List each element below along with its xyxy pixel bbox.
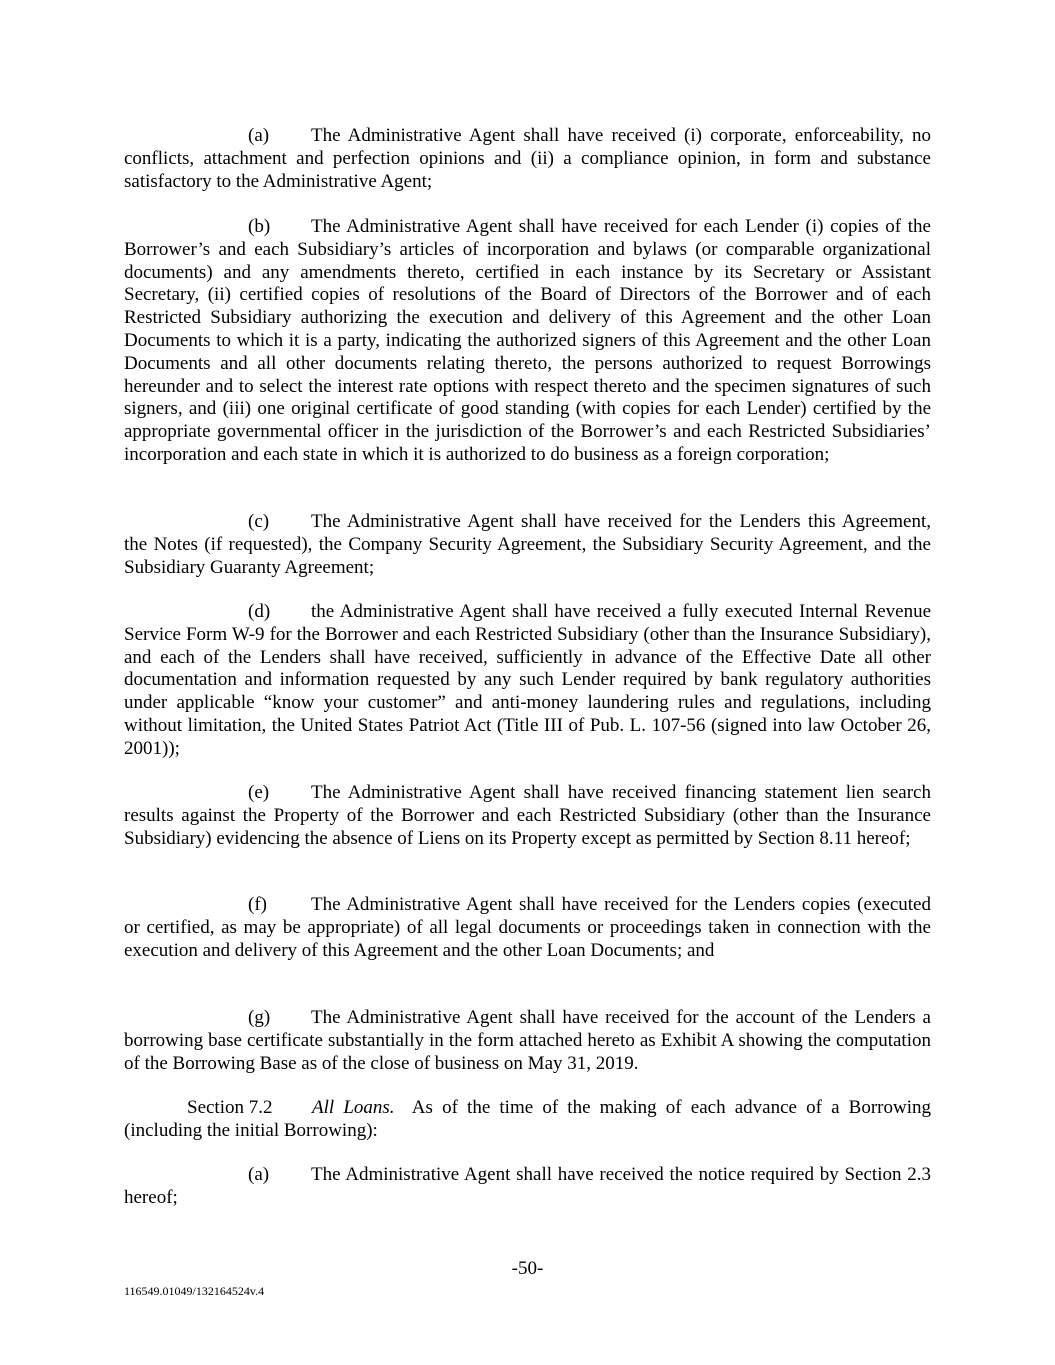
paragraph-text: The Administrative Agent shall have received financing statement lien search results against the Property of the Borrower and each Restricted Subsidiary (other than the Insurance Subsidiary) evidencing the absence of Liens on its Property except as permitted by Section 8.11 hereof; xyxy=(124,782,931,849)
paragraph-text: the Administrative Agent shall have received a fully executed Internal Revenue Service Form W-9 for the Borrower and each Restricted Subsidiary (other than the Insurance Subsidiary), and each of the Lenders shall have received, sufficiently in advance of the Effective Date all other documentation and information requested by any such Lender required by bank regulatory authorities under applicable “know your customer” and anti-money laundering rules and regulations, including without limitation, the United States Patriot Act (Title III of Pub. L. 107-56 (signed into law October 26, 2001)); xyxy=(124,601,931,759)
section-label: Section 7.2 xyxy=(187,1097,273,1118)
page-number: -50- xyxy=(511,1258,544,1279)
paragraph-text: The Administrative Agent shall have received for each Lender (i) copies of the Borrower’s and each Subsidiary’s articles of incorporation and bylaws (or comparable organizational documents) and any amendments thereto, certified in each instance by its Secretary or Assistant Secretary, (ii) certified copies of resolutions of the Board of Directors of the Borrower and of each Restricted Subsidiary authorizing the execution and delivery of this Agreement and the other Loan Documents to which it is a party, indicating the authorized signers of this Agreement and the other Loan Documents and all other documents relating thereto, the persons authorized to request Borrowings hereunder and to select the interest rate options with respect thereto and the specimen signatures of such signers, and (iii) one original certificate of good standing (with copies for each Lender) certified by the appropriate governmental officer in the jurisdiction of the Borrower’s and each Restricted Subsidiaries’ incorporation and each state in which it is authorized to do business as a foreign corporation; xyxy=(124,216,931,465)
paragraph-f-legal-documents xyxy=(124,894,931,962)
paragraph-label: (g) xyxy=(248,1007,271,1028)
paragraph-d-form-w9 xyxy=(124,601,931,761)
paragraph-text: The Administrative Agent shall have received for the Lenders copies (executed or certified, as may be appropriate) of all legal documents or proceedings taken in connection with the execution and delivery of this Agreement and the other Loan Documents; and xyxy=(124,894,931,961)
paragraph-text: The Administrative Agent shall have received for the account of the Lenders a borrowing base certificate substantially in the form attached hereto as Exhibit A showing the computation of the Borrowing Base as of the close of business on May 31, 2019. xyxy=(124,1007,931,1074)
paragraph-text: The Administrative Agent shall have received the notice required by Section 2.3 hereof; xyxy=(124,1164,931,1208)
paragraph-b-corporate-documents xyxy=(124,216,931,467)
document-id: 116549.01049/132164524v.4 xyxy=(124,1284,265,1298)
section-paragraph-a-notice xyxy=(124,1164,931,1210)
paragraph-label: (a) xyxy=(248,125,270,146)
section-text: As of the time of the making of each advance of a Borrowing (including the initial Borrowing): xyxy=(124,1097,932,1141)
paragraph-text: The Administrative Agent shall have received (i) corporate, enforceability, no conflicts, attachment and perfection opinions and (ii) a compliance opinion, in form and substance satisfactory to the Administrative Agent; xyxy=(124,125,931,192)
paragraph-text: The Administrative Agent shall have received for the Lenders this Agreement, the Notes (if requested), the Company Security Agreement, the Subsidiary Security Agreement, and the Subsidiary Guaranty Agreement; xyxy=(124,511,931,578)
section-7-2-heading xyxy=(124,1097,931,1143)
paragraph-e-lien-search xyxy=(124,782,931,850)
paragraph-label: (a) xyxy=(248,1164,270,1185)
paragraph-c-agreements xyxy=(124,511,931,579)
paragraph-a-opinions xyxy=(124,125,931,193)
section-caption: All Loans. xyxy=(312,1097,395,1118)
paragraph-label: (c) xyxy=(248,511,270,532)
paragraph-label: (b) xyxy=(248,216,271,237)
paragraph-label: (e) xyxy=(248,782,270,803)
paragraph-label: (d) xyxy=(248,601,271,622)
paragraph-g-borrowing-base xyxy=(124,1007,931,1075)
paragraph-label: (f) xyxy=(248,894,267,915)
